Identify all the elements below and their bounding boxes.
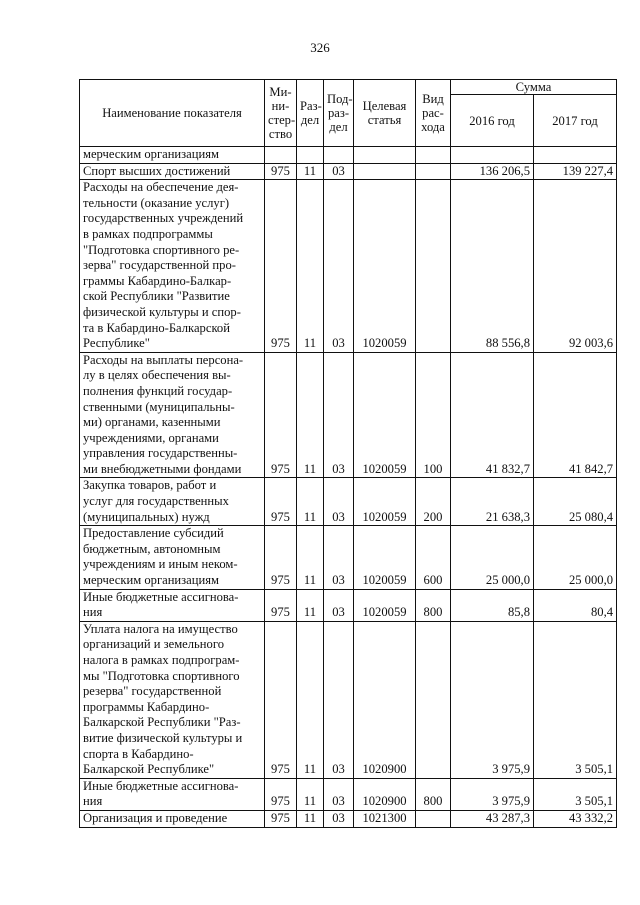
cell-section: 11: [297, 352, 324, 478]
cell-expense-type: [416, 147, 451, 164]
cell-2017: 43 332,2: [534, 810, 617, 827]
cell-target: 1021300: [354, 810, 416, 827]
cell-ministry: 975: [265, 778, 297, 810]
cell-target: 1020059: [354, 180, 416, 353]
table-row: [80, 526, 617, 589]
cell-2017: 139 227,4: [534, 163, 617, 180]
cell-section: 11: [297, 621, 324, 778]
cell-name: Расходы на обеспечение дея- тельности (оказание услуг) государственных учреждений в рамках подпрограммы "Подготовка спортивного ре- зерва" государственной про- граммы Кабардино-Балкар- ской Республики "Развитие физической культуры и спор- та в Кабардино-Балкарской Республике": [80, 180, 265, 353]
cell-ministry: 975: [265, 589, 297, 621]
header-year-2016: 2016 год: [451, 95, 534, 147]
header-subsection: Под- раз- дел: [324, 80, 354, 147]
table-row: [80, 589, 617, 621]
header-ministry: Ми- ни- стер- ство: [265, 80, 297, 147]
table-row: [80, 147, 617, 164]
cell-2017: 25 000,0: [534, 526, 617, 589]
cell-section: 11: [297, 589, 324, 621]
cell-section: 11: [297, 478, 324, 526]
table-row: [80, 478, 617, 526]
cell-section: 11: [297, 163, 324, 180]
table-row: [80, 180, 617, 353]
table-row: [80, 352, 617, 478]
header-section: Раз- дел: [297, 80, 324, 147]
cell-2016: 88 556,8: [451, 180, 534, 353]
cell-ministry: 975: [265, 478, 297, 526]
header-expense-type: Вид рас- хода: [416, 80, 451, 147]
cell-target: [354, 147, 416, 164]
cell-2016: 41 832,7: [451, 352, 534, 478]
header-sum: Сумма: [451, 80, 617, 95]
cell-expense-type: [416, 810, 451, 827]
cell-target: 1020059: [354, 478, 416, 526]
cell-name: Иные бюджетные ассигнова- ния: [80, 589, 265, 621]
cell-expense-type: 200: [416, 478, 451, 526]
cell-section: 11: [297, 526, 324, 589]
cell-expense-type: 600: [416, 526, 451, 589]
cell-2016: 21 638,3: [451, 478, 534, 526]
cell-expense-type: 100: [416, 352, 451, 478]
cell-section: 11: [297, 810, 324, 827]
cell-subsection: 03: [324, 810, 354, 827]
cell-expense-type: [416, 180, 451, 353]
cell-ministry: 975: [265, 163, 297, 180]
table-header: [80, 80, 617, 147]
header-year-2017: 2017 год: [534, 95, 617, 147]
cell-target: 1020059: [354, 526, 416, 589]
table-row: [80, 810, 617, 827]
cell-subsection: 03: [324, 352, 354, 478]
cell-subsection: 03: [324, 589, 354, 621]
cell-ministry: [265, 147, 297, 164]
cell-name: Организация и проведение: [80, 810, 265, 827]
cell-2016: 25 000,0: [451, 526, 534, 589]
cell-name: Уплата налога на имущество организаций и земельного налога в рамках подпрограм- мы "Подготовка спортивного резерва" государственной программы Кабардино- Балкарской Республики "Раз- витие физической культуры и спорта в Кабардино- Балкарской Республике": [80, 621, 265, 778]
cell-subsection: [324, 147, 354, 164]
table-row: [80, 621, 617, 778]
cell-name: Закупка товаров, работ и услуг для государственных (муниципальных) нужд: [80, 478, 265, 526]
cell-2016: 3 975,9: [451, 778, 534, 810]
cell-target: 1020900: [354, 621, 416, 778]
cell-2017: 80,4: [534, 589, 617, 621]
table-row: [80, 163, 617, 180]
table-body: [80, 147, 617, 828]
cell-target: 1020900: [354, 778, 416, 810]
cell-subsection: 03: [324, 526, 354, 589]
cell-ministry: 975: [265, 810, 297, 827]
cell-2017: 92 003,6: [534, 180, 617, 353]
budget-table: [79, 79, 617, 828]
cell-subsection: 03: [324, 180, 354, 353]
cell-section: 11: [297, 778, 324, 810]
cell-expense-type: [416, 163, 451, 180]
cell-ministry: 975: [265, 621, 297, 778]
cell-section: 11: [297, 180, 324, 353]
cell-2017: 25 080,4: [534, 478, 617, 526]
cell-expense-type: 800: [416, 589, 451, 621]
table-row: [80, 778, 617, 810]
cell-expense-type: 800: [416, 778, 451, 810]
cell-2016: [451, 147, 534, 164]
cell-name: Расходы на выплаты персона- лу в целях обеспечения вы- полнения функций государ- ственными (муниципальны- ми) органами, казенными учреждениями, органами управления государственны- ми внебюджетными фондами: [80, 352, 265, 478]
cell-2016: 85,8: [451, 589, 534, 621]
cell-subsection: 03: [324, 778, 354, 810]
cell-2017: 3 505,1: [534, 621, 617, 778]
cell-name: мерческим организациям: [80, 147, 265, 164]
cell-2016: 43 287,3: [451, 810, 534, 827]
cell-name: Предоставление субсидий бюджетным, автономным учреждениям и иным неком- мерческим организациям: [80, 526, 265, 589]
page-number: 326: [310, 40, 330, 55]
cell-subsection: 03: [324, 621, 354, 778]
cell-section: [297, 147, 324, 164]
cell-2016: 3 975,9: [451, 621, 534, 778]
cell-subsection: 03: [324, 163, 354, 180]
cell-2017: 41 842,7: [534, 352, 617, 478]
header-target: Целевая статья: [354, 80, 416, 147]
cell-name: Спорт высших достижений: [80, 163, 265, 180]
header-name: Наименование показателя: [80, 80, 265, 147]
cell-name: Иные бюджетные ассигнова- ния: [80, 778, 265, 810]
cell-subsection: 03: [324, 478, 354, 526]
cell-2016: 136 206,5: [451, 163, 534, 180]
cell-target: [354, 163, 416, 180]
cell-ministry: 975: [265, 526, 297, 589]
cell-target: 1020059: [354, 589, 416, 621]
cell-2017: [534, 147, 617, 164]
cell-expense-type: [416, 621, 451, 778]
cell-target: 1020059: [354, 352, 416, 478]
cell-ministry: 975: [265, 180, 297, 353]
cell-2017: 3 505,1: [534, 778, 617, 810]
cell-ministry: 975: [265, 352, 297, 478]
